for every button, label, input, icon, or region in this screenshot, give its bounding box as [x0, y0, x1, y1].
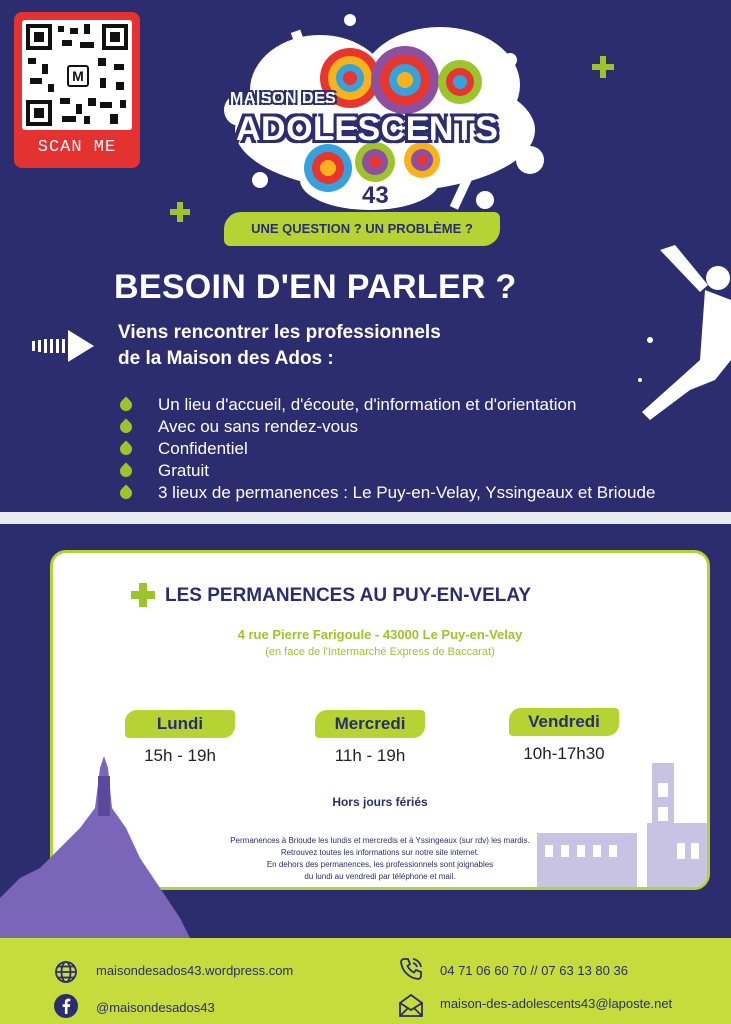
website-link[interactable]: maisondesados43.wordpress.com [96, 963, 294, 978]
bullet-icon [118, 463, 135, 480]
list-item: Confidentiel [118, 438, 718, 460]
logo-title-line2: ADOLESCENTS [236, 110, 499, 148]
info-note: Permanences à Brioude les lundis et mercredis et à Yssingeaux (sur rdv) les mardis. Retrouvez toutes les informations sur notre site internet. En dehors des permanences, les professionnels sont joignables du lundi au vendredi par téléphone et mail. [230, 836, 530, 881]
bullet-icon [118, 485, 135, 502]
bullet-icon [118, 397, 135, 414]
plus-icon [131, 583, 155, 607]
logo-number: 43 [362, 182, 389, 209]
list-item: Avec ou sans rendez-vous [118, 416, 718, 438]
day-badge-mercredi: Mercredi [315, 710, 425, 738]
address-note: (en face de l'Intermarché Express de Baccarat) [265, 646, 495, 658]
list-item: Un lieu d'accueil, d'écoute, d'information et d'orientation [118, 394, 718, 416]
day-badge-lundi: Lundi [125, 710, 235, 738]
monument-graphic [0, 748, 190, 943]
globe-icon [54, 960, 78, 984]
qr-label: SCAN ME [37, 138, 117, 157]
plus-icon [170, 202, 190, 222]
intro-line2: de la Maison des Ados : [118, 348, 334, 369]
phone-icon [398, 956, 424, 982]
logo [200, 10, 570, 230]
qr-center-logo: M [67, 65, 89, 87]
logo-title-line1: MAISON DES [230, 90, 337, 107]
bullet-icon [118, 419, 135, 436]
jumping-person-graphic [620, 240, 731, 440]
qr-pattern [22, 20, 132, 130]
headline: BESOIN D'EN PARLER ? [114, 268, 517, 306]
intro-line1: Viens rencontrer les professionnels [118, 322, 441, 343]
hours-mercredi: 11h - 19h [334, 746, 406, 765]
holiday-note: Hors jours fériés [332, 795, 428, 809]
qr-code[interactable] [14, 12, 140, 168]
day-badge-vendredi: Vendredi [509, 708, 619, 736]
footer [0, 938, 731, 1024]
email-link[interactable]: maison-des-adolescents43@laposte.net [440, 996, 673, 1011]
plus-icon [592, 56, 614, 78]
phone-link[interactable]: 04 71 06 60 70 // 07 63 13 80 36 [440, 963, 628, 978]
cathedral-graphic [537, 763, 707, 890]
hours-lundi: 15h - 19h [144, 746, 216, 765]
permanences-title: LES PERMANENCES AU PUY-EN-VELAY [165, 585, 531, 606]
bullet-icon [118, 441, 135, 458]
intro-text [118, 320, 441, 372]
hours-vendredi: 10h-17h30 [523, 744, 605, 763]
list-item: Gratuit [118, 460, 718, 482]
question-badge: UNE QUESTION ? UN PROBLÈME ? [224, 212, 500, 246]
address: 4 rue Pierre Farigoule - 43000 Le Puy-en-Velay [237, 627, 523, 642]
facebook-icon [54, 994, 78, 1018]
page-fold [0, 512, 731, 524]
arrow-right-icon [30, 328, 96, 364]
list-item: 3 lieux de permanences : Le Puy-en-Velay, Yssingeaux et Brioude [118, 482, 718, 504]
envelope-icon [398, 992, 424, 1018]
facebook-link[interactable]: @maisondesados43 [96, 1000, 215, 1015]
